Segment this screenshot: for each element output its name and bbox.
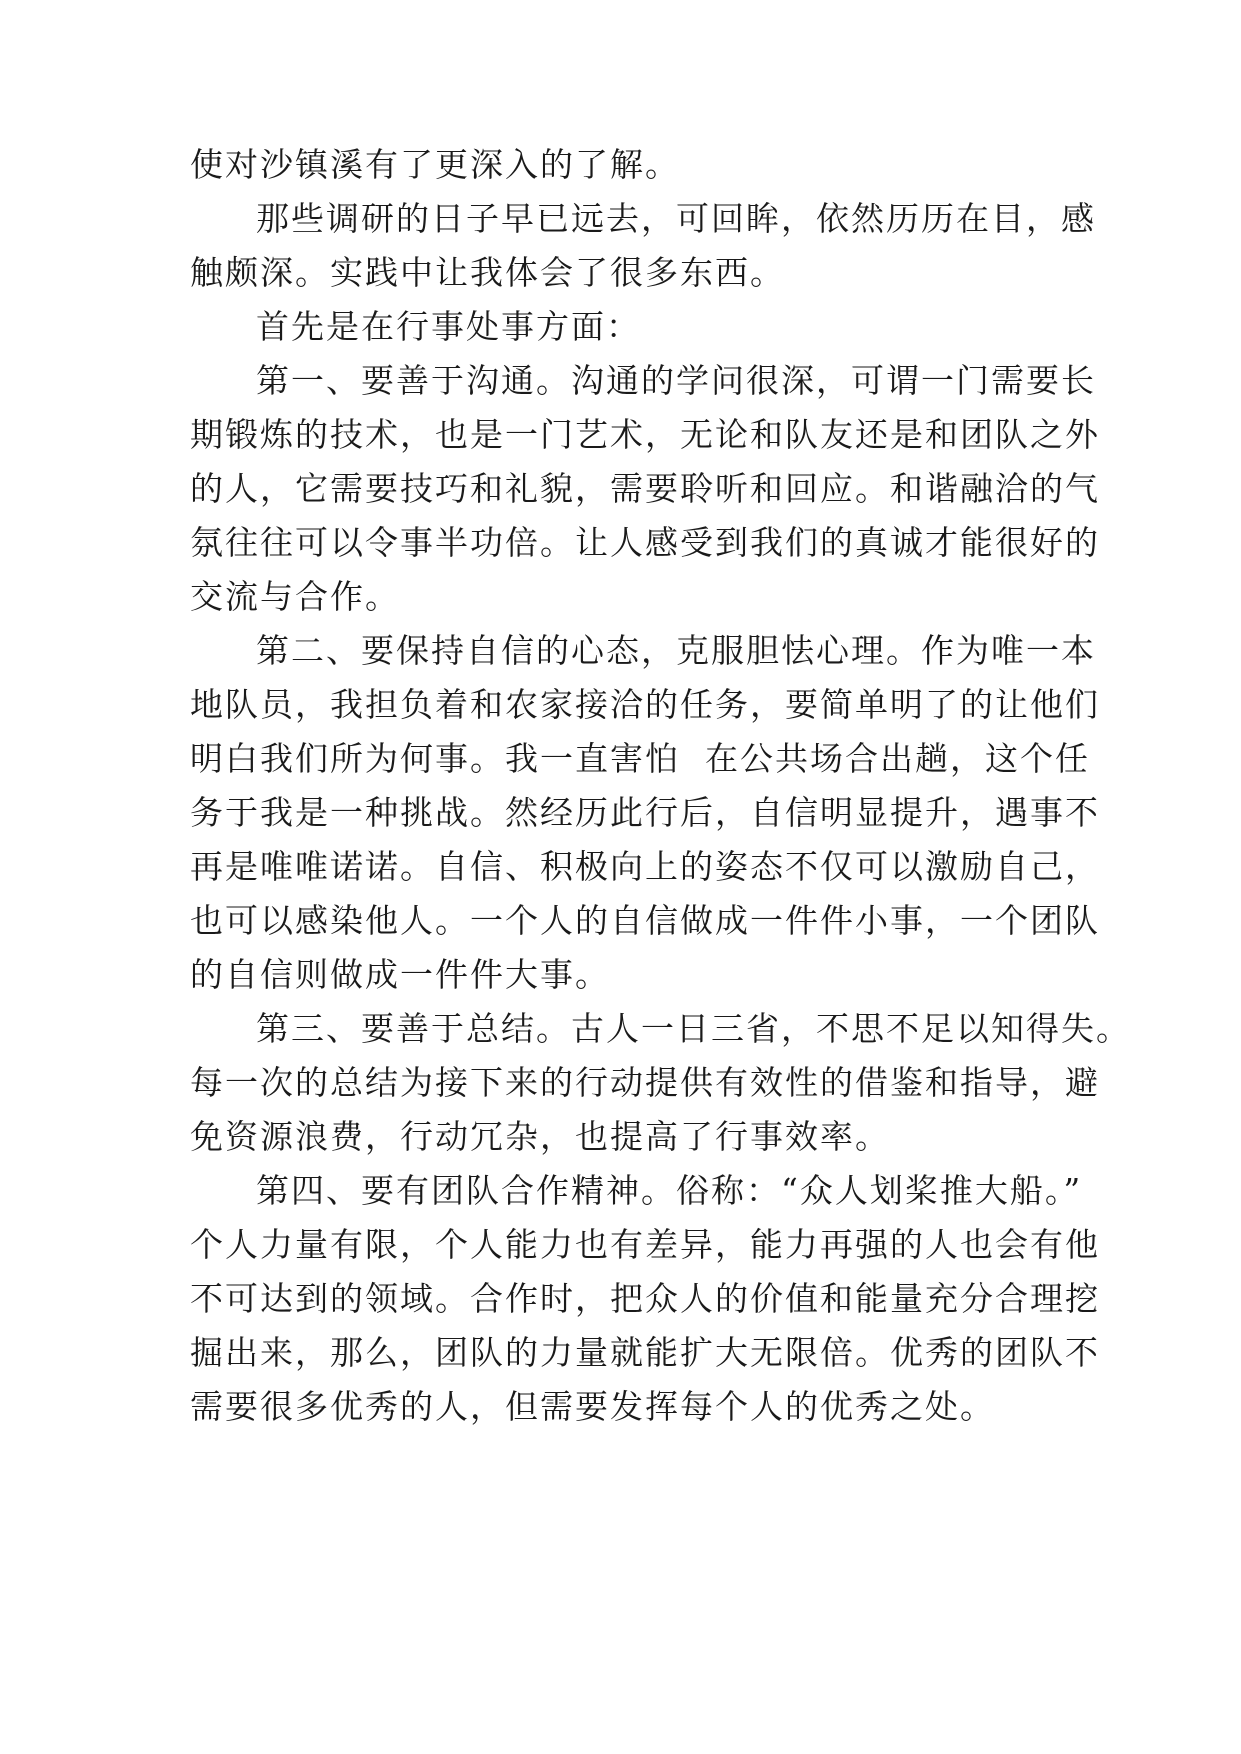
paragraph-start-line: 那些调研的日子早已远去，可回眸，依然历历在目，感 [256, 199, 1096, 238]
paragraph-start-line: 第一、要善于沟通。沟通的学问很深，可谓一门需要长 [256, 361, 1096, 400]
text-line: 务于我是一种挑战。然经历此行后，自信明显提升，遇事不 [190, 793, 1100, 832]
text-line: 需要很多优秀的人，但需要发挥每个人的优秀之处。 [190, 1387, 995, 1426]
text-line: 每一次的总结为接下来的行动提供有效性的借鉴和指导，避 [190, 1063, 1100, 1102]
text-line: 的人，它需要技巧和礼貌，需要聆听和回应。和谐融洽的气 [190, 469, 1100, 508]
text-line: 个人力量有限，个人能力也有差异，能力再强的人也会有他 [190, 1225, 1100, 1264]
text-line: 掘出来，那么，团队的力量就能扩大无限倍。优秀的团队不 [190, 1333, 1100, 1372]
text-line: 氛往往可以令事半功倍。让人感受到我们的真诚才能很好的 [190, 523, 1100, 562]
text-line: 使对沙镇溪有了更深入的了解。 [190, 145, 680, 184]
text-line: 也可以感染他人。一个人的自信做成一件件小事，一个团队 [190, 901, 1100, 940]
text-line: 地队员，我担负着和农家接洽的任务，要简单明了的让他们 [190, 685, 1100, 724]
text-line: 明白我们所为何事。我一直害怕 在公共场合出趟，这个任 [190, 739, 1090, 778]
text-line: 触颇深。实践中让我体会了很多东西。 [190, 253, 785, 292]
paragraph-start-line: 第三、要善于总结。古人一日三省，不思不足以知得失。 [256, 1009, 1131, 1048]
paragraph-start-line: 第二、要保持自信的心态，克服胆怯心理。作为唯一本 [256, 631, 1096, 670]
paragraph-start-line: 第四、要有团队合作精神。俗称：“众人划桨推大船。” [256, 1171, 1083, 1210]
text-line: 不可达到的领域。合作时，把众人的价值和能量充分合理挖 [190, 1279, 1100, 1318]
text-line: 再是唯唯诺诺。自信、积极向上的姿态不仅可以激励自己， [190, 847, 1100, 886]
text-line: 的自信则做成一件件大事。 [190, 955, 610, 994]
paragraph-start-line: 首先是在行事处事方面： [256, 307, 641, 346]
text-line: 免资源浪费，行动冗杂，也提高了行事效率。 [190, 1117, 890, 1156]
text-line: 交流与合作。 [190, 577, 400, 616]
text-line: 期锻炼的技术，也是一门艺术，无论和队友还是和团队之外 [190, 415, 1100, 454]
